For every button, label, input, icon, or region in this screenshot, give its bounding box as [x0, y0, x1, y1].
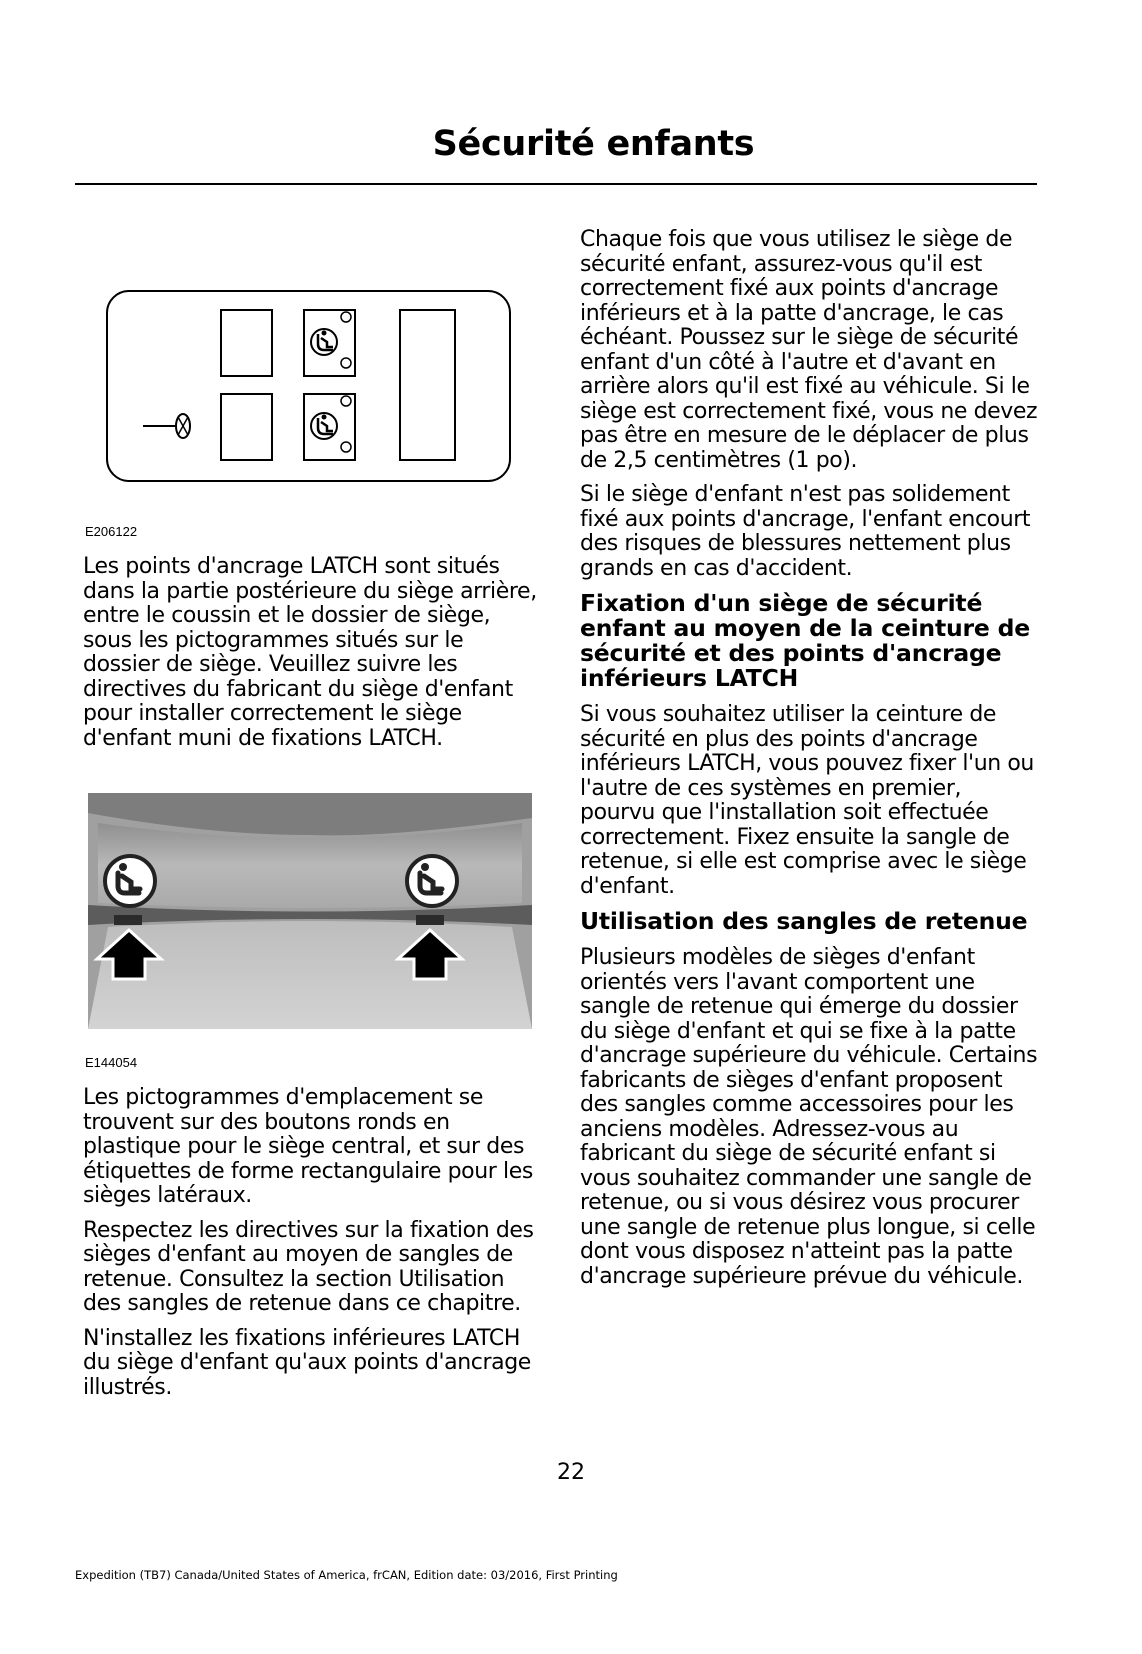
latch-anchor-left [114, 915, 142, 925]
section-heading: Utilisation des sangles de retenue [580, 907, 1028, 935]
page-number: 22 [557, 1460, 585, 1485]
paragraph: Respectez les directives sur la fixation des sièges d'enfant au moyen de sangles de retenue. Consultez la section Utilisation des sangles de retenue dans ce chapitre. [83, 1217, 534, 1316]
child-seat-icon [407, 856, 457, 906]
figure-code: E206122 [85, 524, 138, 539]
latch-anchor-right [416, 915, 444, 925]
child-seat-icon [105, 856, 155, 906]
paragraph: Plusieurs modèles de sièges d'enfant orientés vers l'avant comportent une sangle de retenue qui émerge du dossier du siège d'enfant et qui se fixe à la patte d'ancrage supérieure du véhicule. Certains fabricants de sièges d'enfant proposent des sangles comme accessoires pour les anciens modèles. Adressez-vous au fabricant du siège de sécurité enfant si vous souhaitez commander une sangle de retenue, ou si vous désirez vous procurer une sangle de retenue plus longue, si celle dont vous disposez n'atteint pas la patte d'ancrage supérieure prévue du véhicule. [580, 945, 1038, 1289]
steering-wheel-icon [143, 414, 190, 438]
section-heading: Fixation d'un siège de sécurité enfant au moyen de la ceinture de sécurité et des points d'ancrage inférieurs LATCH [580, 589, 1030, 692]
paragraph: Les pictogrammes d'emplacement se trouvent sur des boutons ronds en plastique pour le siège central, et sur des étiquettes de forme rectangulaire pour les sièges latéraux. [83, 1085, 533, 1208]
paragraph: N'installez les fixations inférieures LATCH du siège d'enfant qu'aux points d'ancrage illustrés. [83, 1325, 531, 1400]
front-seat-passenger [221, 310, 272, 376]
paragraph: Chaque fois que vous utilisez le siège de sécurité enfant, assurez-vous qu'il est correctement fixé aux points d'ancrage inférieurs et à la patte d'ancrage, le cas échéant. Poussez sur le siège de sécurité enfant d'un côté à l'autre et d'avant en arrière alors qu'il est fixé au véhicule. Si le siège est correctement fixé, vous ne devez pas être en mesure de le déplacer de plus de 2,5 centimètres (1 po). [580, 227, 1038, 473]
seat-layout-diagram [100, 286, 520, 486]
left-column-lower [83, 1086, 543, 1410]
left-column-upper [83, 555, 543, 761]
title-divider [75, 183, 1037, 185]
paragraph: Les points d'ancrage LATCH sont situés dans la partie postérieure du siège arrière, entre le coussin et le dossier de siège, sous les pictogrammes situés sur le dossier de siège. Veuillez suivre les directives du fabricant du siège d'enfant pour installer correctement le siège d'enfant muni de fixations LATCH. [83, 554, 537, 751]
figure-code: E144054 [85, 1055, 138, 1070]
third-row-bench [400, 310, 455, 460]
second-row-seat-right [304, 310, 355, 376]
right-column [580, 228, 1040, 1299]
second-row-seat-left [304, 394, 355, 460]
page-title: Sécurité enfants [432, 124, 755, 164]
front-seat-driver [221, 394, 272, 460]
footer-edition-info: Expedition (TB7) Canada/United States of America, frCAN, Edition date: 03/2016, First Printing [75, 1568, 618, 1582]
latch-anchor-illustration [88, 793, 532, 1029]
paragraph: Si vous souhaitez utiliser la ceinture de sécurité en plus des points d'ancrage inférieurs LATCH, vous pouvez fixer l'un ou l'autre de ces systèmes en premier, pourvu que l'installation soit effectuée correctement. Fixez ensuite la sangle de retenue, si elle est comprise avec le siège d'enfant. [580, 702, 1034, 899]
seat-cushion [88, 921, 532, 1029]
paragraph: Si le siège d'enfant n'est pas solidement fixé aux points d'ancrage, l'enfant encourt des risques de blessures nettement plus grands en cas d'accident. [580, 482, 1031, 581]
